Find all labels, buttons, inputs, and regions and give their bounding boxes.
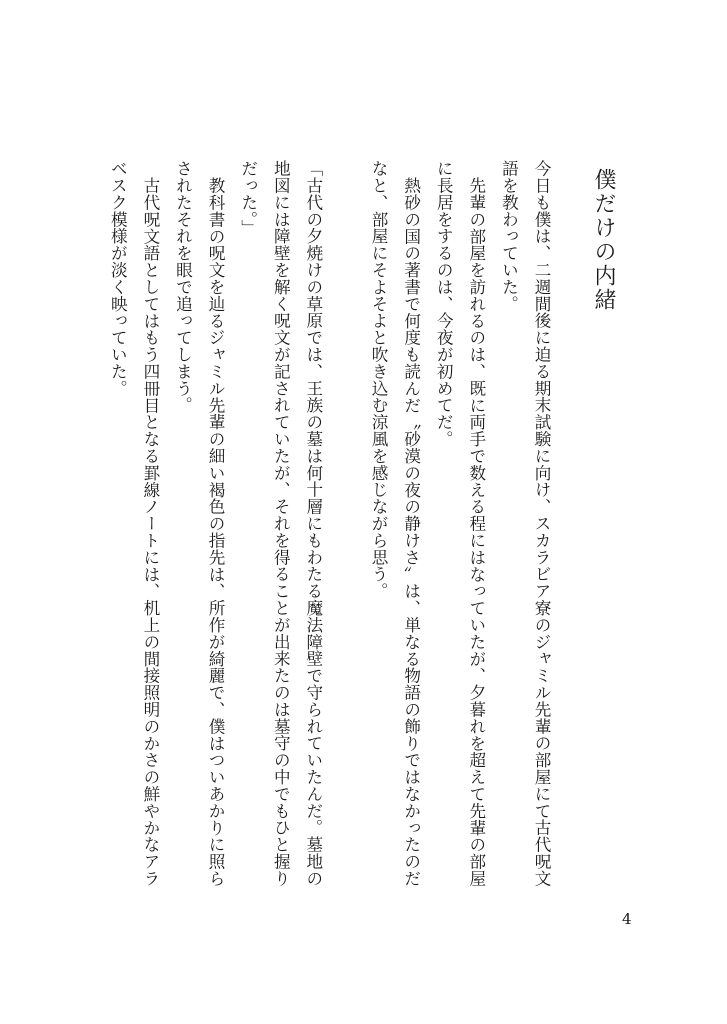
paragraph: 熱砂の国の著書で何度も読んだ〝砂漠の夜の静けさ〟は、単なる物語の飾りではなかったのだなと、部屋にそよそよと吹き込む涼風を感じながら思う。 bbox=[369, 160, 421, 887]
paragraph: 教科書の呪文を辿るジャミル先輩の細い褐色の指先は、所作が綺麗で、僕はついあかりに照らされたそれを眼で追ってしまう。 bbox=[173, 160, 226, 887]
paragraph-spacer bbox=[329, 160, 362, 900]
paragraph: 先輩の部屋を訪れるのは、既に両手で数える程にはなっていたが、夕暮れを超えて先輩の部屋に長居をするのは、今夜が初めてだ。 bbox=[434, 160, 486, 887]
dialogue-paragraph: 「古代の夕焼けの草原では、王族の墓は何十層にもわたる魔法障壁で守られていたんだ。墓地の地図には障壁を解く呪文が記されていたが、それを得ることが出来たのは墓守の中でもひと握りだった。」 bbox=[238, 160, 323, 887]
page-number: 4 bbox=[622, 910, 632, 928]
chapter-title: 僕だけの内緒 bbox=[591, 168, 616, 312]
paragraph: 今日も僕は、二週間後に迫る期末試験に向け、スカラビア寮のジャミル先輩の部屋にて古代呪文語を教わっていた。 bbox=[499, 160, 551, 887]
body-text bbox=[108, 160, 557, 900]
paragraph: 古代呪文語としてはもう四冊目となる罫線ノートには、机上の間接照明のかさの鮮やかなアラベスク模様が淡く映っていた。 bbox=[108, 160, 160, 887]
